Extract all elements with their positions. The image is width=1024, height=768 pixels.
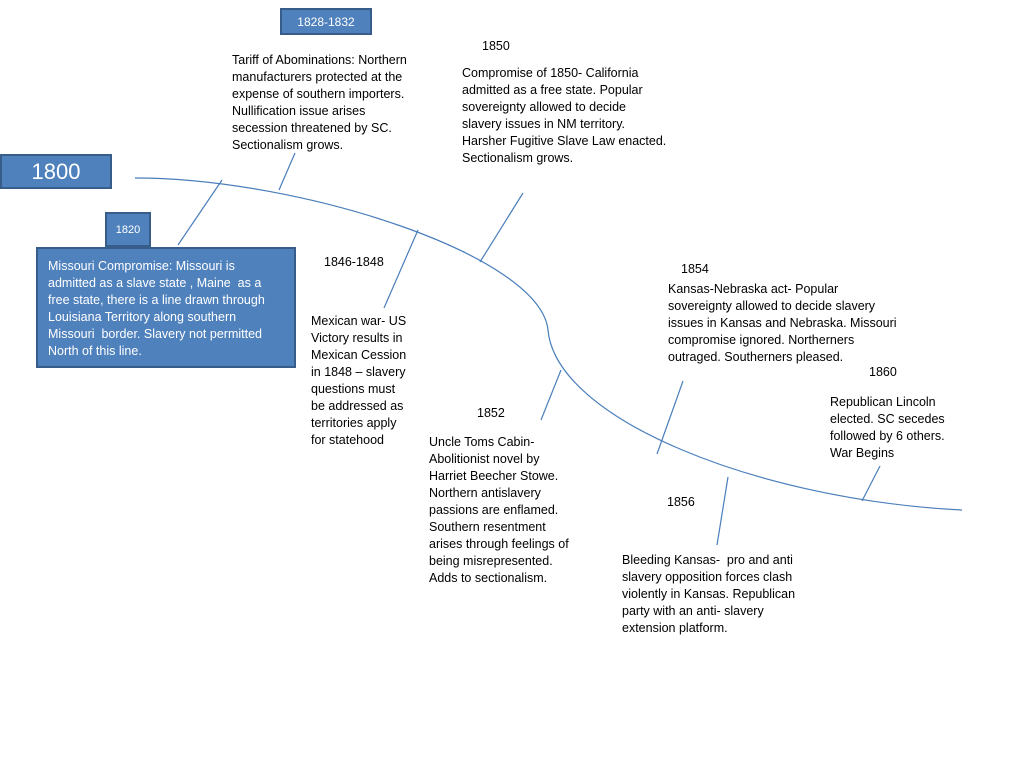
connector-1850	[480, 193, 523, 262]
year-label-1856: 1856	[667, 495, 695, 509]
event-box-missouri-compromise: Missouri Compromise: Missouri is admitted as a slave state , Maine as a free state, there is a line drawn through Louisiana Territory along southern Missouri border. Slavery not permitted North of this line.	[36, 247, 296, 368]
connector-1856	[717, 477, 728, 545]
event-text-lincoln-elected: Republican Lincoln elected. SC secedes followed by 6 others. War Begins	[830, 395, 945, 460]
year-label-1854: 1854	[681, 262, 709, 276]
event-text-tariff: Tariff of Abominations: Northern manufacturers protected at the expense of southern importers. Nullification issue arises secession threatened by SC. Sectionalism grows.	[232, 53, 407, 152]
event-text-bleeding-kansas: Bleeding Kansas- pro and anti slavery opposition forces clash violently in Kansas. Republican party with an anti- slavery extension platform.	[622, 553, 796, 635]
year-label-1850: 1850	[482, 39, 510, 53]
connector-1860	[862, 466, 880, 501]
year-box-1828-1832: 1828-1832	[280, 8, 372, 35]
year-label-1860: 1860	[869, 365, 897, 379]
year-label-1846-1848: 1846-1848	[324, 255, 384, 269]
event-text-compromise-1850: Compromise of 1850- California admitted as a free state. Popular sovereignty allowed to decide slavery issues in NM territory. Harsher Fugitive Slave Law enacted. Sectionalism grows.	[462, 66, 667, 165]
connector-1820	[178, 180, 222, 245]
event-text-uncle-toms-cabin: Uncle Toms Cabin- Abolitionist novel by Harriet Beecher Stowe. Northern antislavery passions are enflamed. Southern resentment arises through feelings of being misrepresented. Adds to sectionalism.	[429, 435, 569, 585]
connector-1854	[657, 381, 683, 454]
event-text-mexican-war: Mexican war- US Victory results in Mexican Cession in 1848 – slavery questions must be addressed as territories apply for statehood	[311, 314, 407, 447]
connector-1846	[384, 230, 418, 308]
year-box-1820: 1820	[105, 212, 151, 247]
event-text-kansas-nebraska: Kansas-Nebraska act- Popular sovereignty allowed to decide slavery issues in Kansas and Nebraska. Missouri compromise ignored. Northerners outraged. Southerners pleased.	[668, 282, 897, 364]
year-label-1852: 1852	[477, 406, 505, 420]
connector-1852	[541, 370, 561, 420]
start-year-box: 1800	[0, 154, 112, 189]
connector-1828	[279, 153, 295, 190]
